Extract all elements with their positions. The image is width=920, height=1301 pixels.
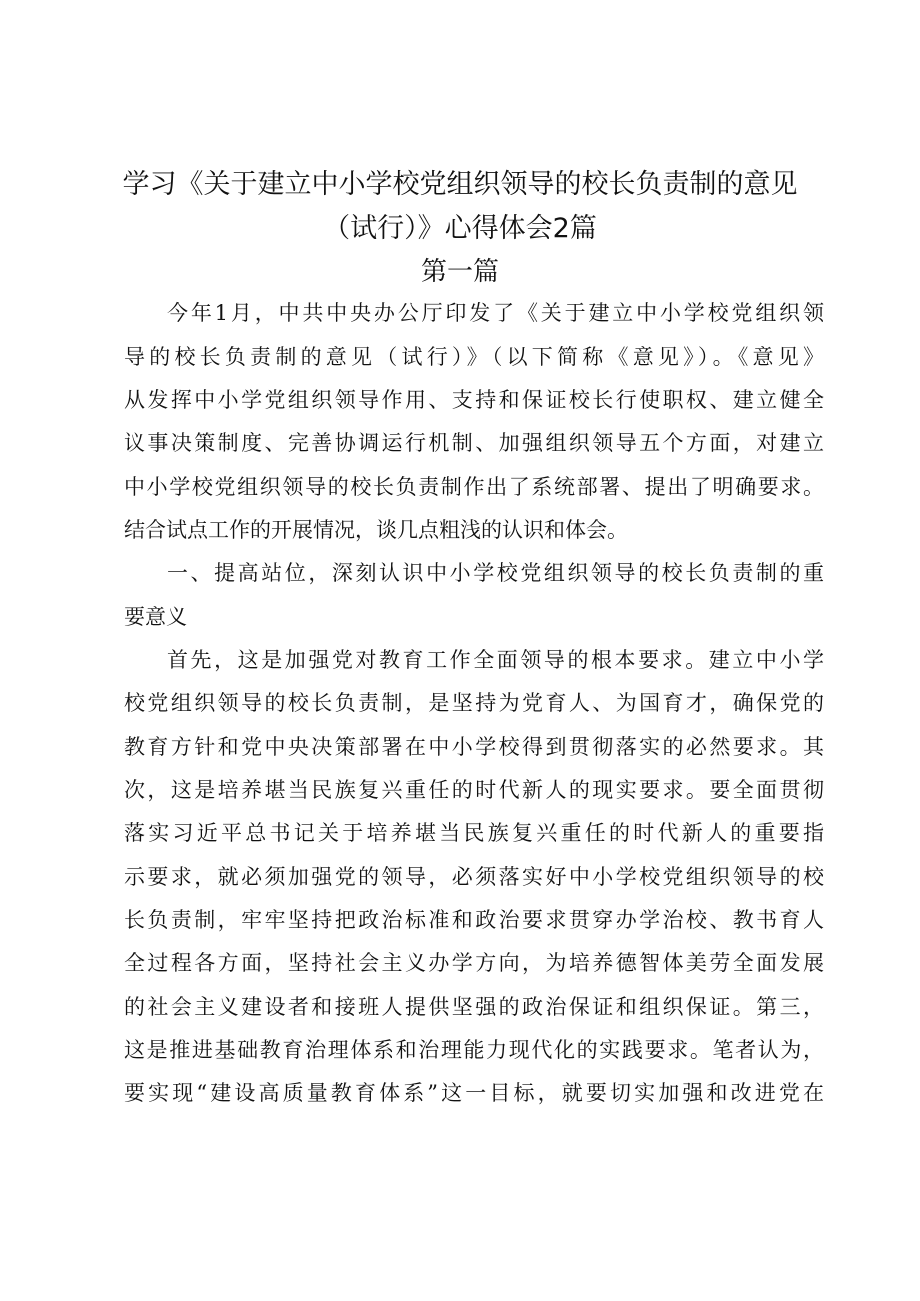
body-line: 导的校长负责制的意见（试行）》（以下简称《意见》）。《意见》 <box>124 345 824 369</box>
body-line: 次，这是培养堪当民族复兴重任的时代新人的现实要求。要全面贯彻 <box>124 778 824 802</box>
body-line: 从发挥中小学党组织领导作用、支持和保证校长行使职权、建立健全 <box>124 388 824 412</box>
body-line: 这是推进基础教育治理体系和治理能力现代化的实践要求。笔者认为， <box>124 1038 824 1062</box>
body-line: 校党组织领导的校长负责制，是坚持为党育人、为国育才，确保党的 <box>124 691 824 715</box>
section-heading: 第一篇 <box>420 257 499 287</box>
body-line: 首先，这是加强党对教育工作全面领导的根本要求。建立中小学 <box>167 648 824 672</box>
section-subheading-line: 一、提高站位，深刻认识中小学校党组织领导的校长负责制的重 <box>167 561 824 585</box>
document-title-line-1: 学习《关于建立中小学校党组织领导的校长负责制的意见 <box>122 169 798 200</box>
section-subheading-line: 要意义 <box>124 605 187 629</box>
body-line: 今年1月，中共中央办公厅印发了《关于建立中小学校党组织领 <box>167 301 824 325</box>
body-line: 全过程各方面，坚持社会主义办学方向，为培养德智体美劳全面发展 <box>124 951 824 975</box>
document-title-line-2: （试行）》心得体会2篇 <box>323 213 597 244</box>
body-line: 落实习近平总书记关于培养堪当民族复兴重任的时代新人的重要指 <box>124 821 824 845</box>
body-line: 结合试点工作的开展情况，谈几点粗浅的认识和体会。 <box>124 518 628 542</box>
body-line: 要实现“建设高质量教育体系”这一目标，就要切实加强和改进党在 <box>124 1081 824 1105</box>
body-line: 示要求，就必须加强党的领导，必须落实好中小学校党组织领导的校 <box>124 865 824 889</box>
body-line: 议事决策制度、完善协调运行机制、加强组织领导五个方面，对建立 <box>124 431 824 455</box>
body-line: 教育方针和党中央决策部署在中小学校得到贯彻落实的必然要求。其 <box>124 735 824 759</box>
body-line: 的社会主义建设者和接班人提供坚强的政治保证和组织保证。第三， <box>124 995 824 1019</box>
body-line: 中小学校党组织领导的校长负责制作出了系统部署、提出了明确要求。 <box>124 475 824 499</box>
body-line: 长负责制，牢牢坚持把政治标准和政治要求贯穿办学治校、教书育人 <box>124 908 824 932</box>
